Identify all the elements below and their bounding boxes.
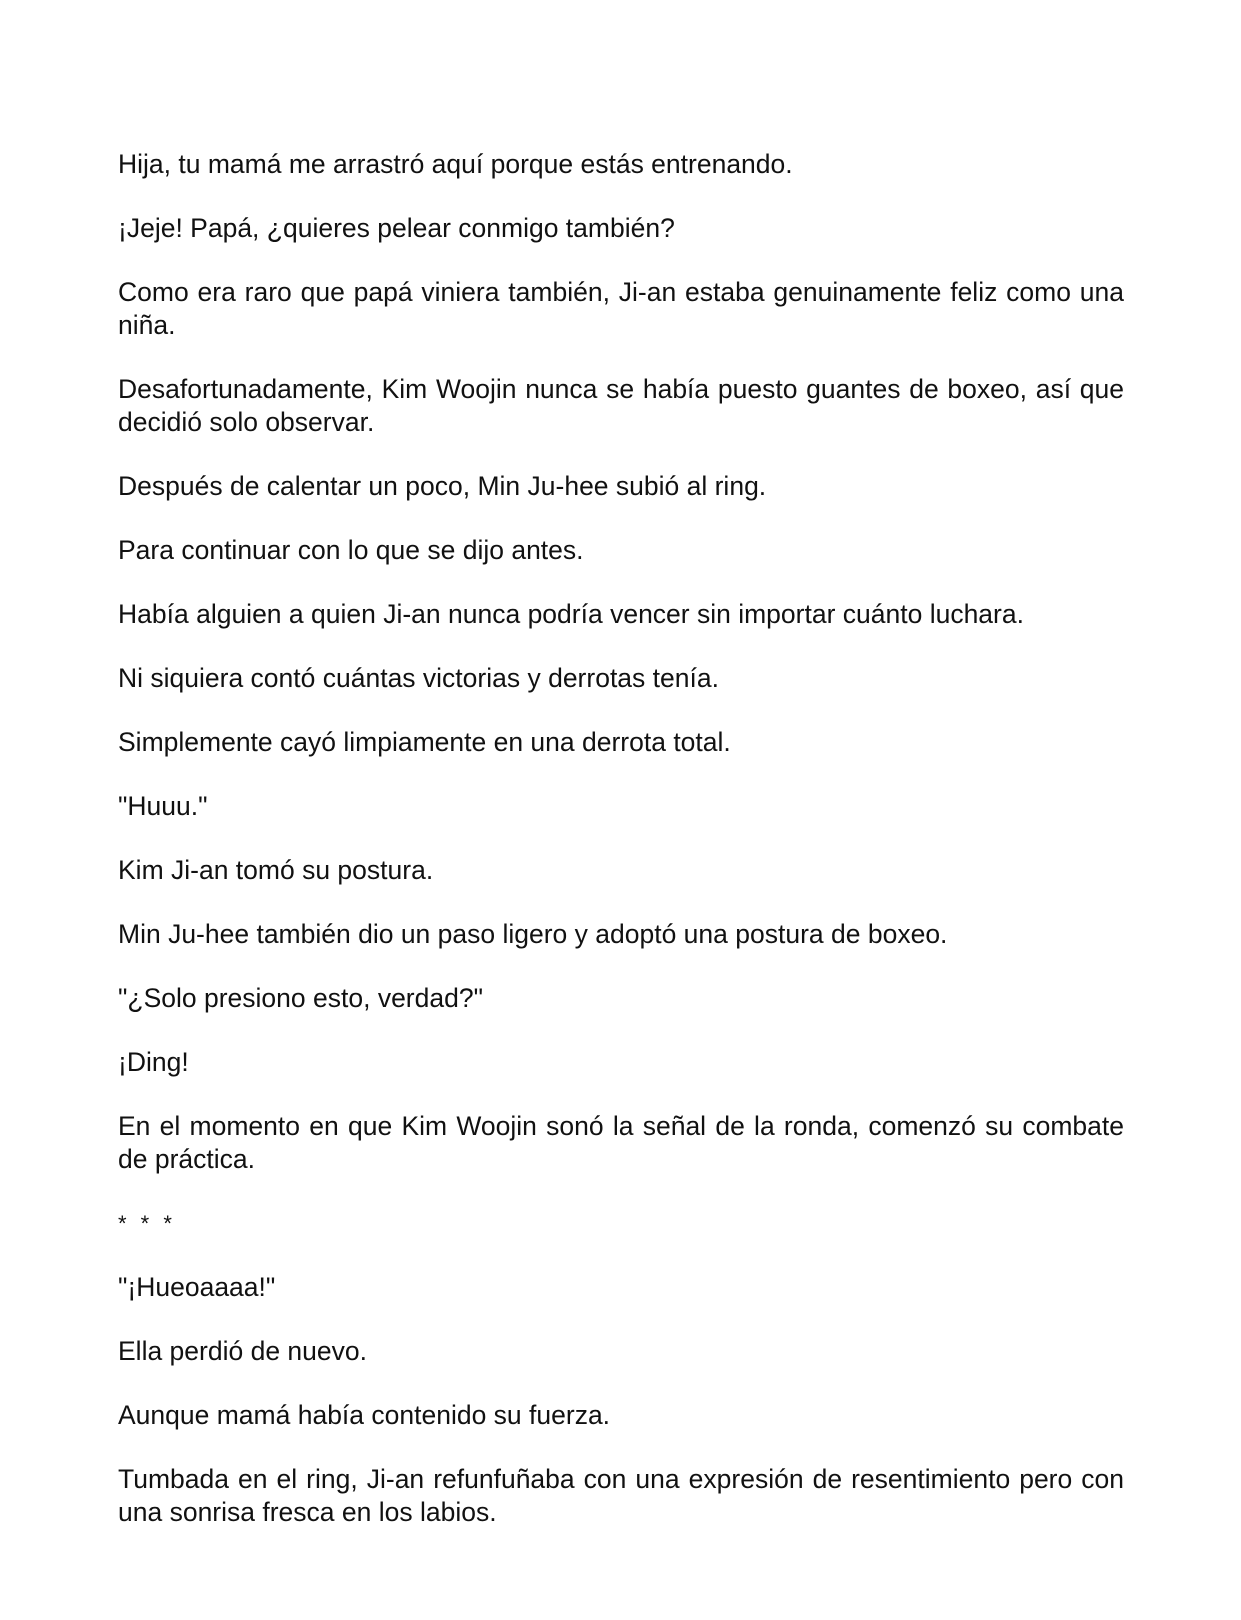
paragraph-5: Después de calentar un poco, Min Ju-hee subió al ring. — [118, 471, 767, 501]
paragraph-14: ¡Ding! — [118, 1047, 189, 1077]
paragraph-13: "¿Solo presiono esto, verdad?" — [118, 983, 483, 1013]
paragraph-9: Simplemente cayó limpiamente en una derrota total. — [118, 727, 731, 757]
paragraph-6: Para continuar con lo que se dijo antes. — [118, 535, 584, 565]
paragraph-1: Hija, tu mamá me arrastró aquí porque estás entrenando. — [118, 149, 793, 179]
paragraph-8: Ni siquiera contó cuántas victorias y derrotas tenía. — [118, 663, 719, 693]
paragraph-16: "¡Hueoaaaa!" — [118, 1272, 276, 1302]
page-body — [118, 148, 1124, 1560]
paragraph-15: En el momento en que Kim Woojin sonó la señal de la ronda, comenzó su combate de práctica. — [118, 1111, 1124, 1174]
scene-separator: * * * — [118, 1211, 176, 1236]
paragraph-18: Aunque mamá había contenido su fuerza. — [118, 1400, 611, 1430]
paragraph-2: ¡Jeje! Papá, ¿quieres pelear conmigo también? — [118, 213, 675, 243]
paragraph-17: Ella perdió de nuevo. — [118, 1336, 367, 1366]
paragraph-12: Min Ju-hee también dio un paso ligero y adoptó una postura de boxeo. — [118, 919, 948, 949]
paragraph-3: Como era raro que papá viniera también, Ji-an estaba genuinamente feliz como una niña. — [118, 277, 1124, 340]
paragraph-4: Desafortunadamente, Kim Woojin nunca se había puesto guantes de boxeo, así que decidió solo observar. — [118, 374, 1124, 437]
paragraph-11: Kim Ji-an tomó su postura. — [118, 855, 434, 885]
paragraph-7: Había alguien a quien Ji-an nunca podría vencer sin importar cuánto luchara. — [118, 599, 1024, 629]
paragraph-10: "Huuu." — [118, 791, 208, 821]
paragraph-19: Tumbada en el ring, Ji-an refunfuñaba con una expresión de resentimiento pero con una sonrisa fresca en los labios. — [118, 1464, 1124, 1527]
